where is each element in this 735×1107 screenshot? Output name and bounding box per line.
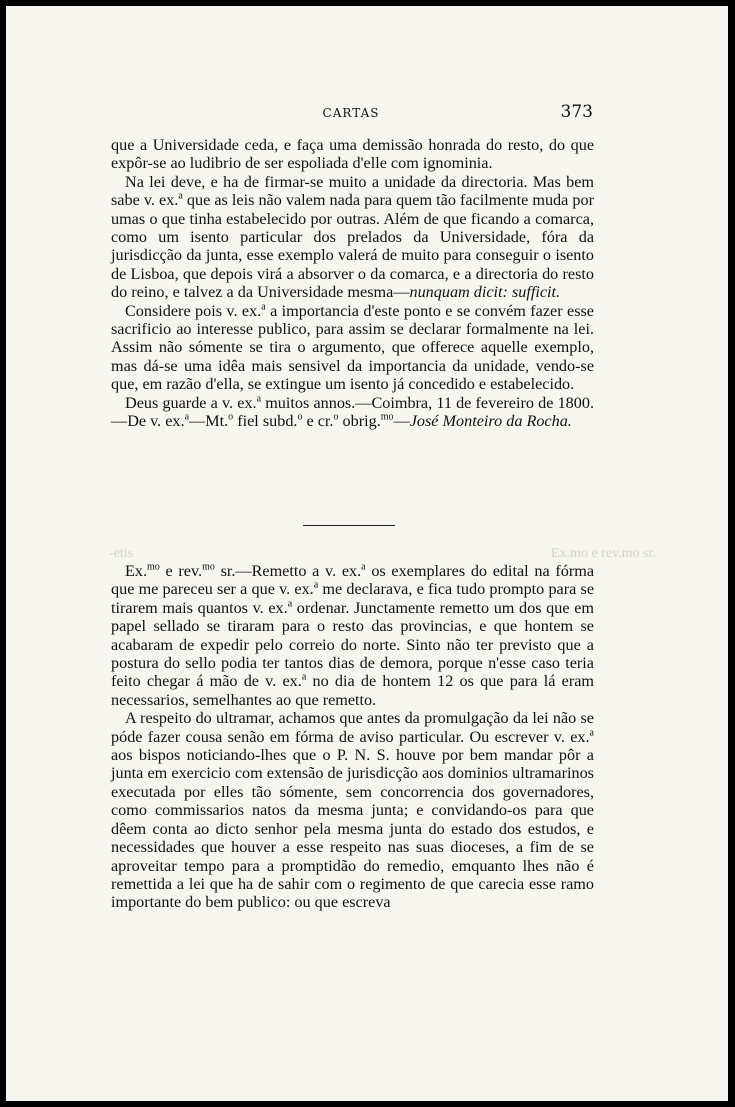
paragraph — [111, 709, 594, 911]
latin-quote: nunquam dicit: sufficit. — [409, 283, 561, 302]
superscript: mo — [147, 561, 160, 573]
text-line: que a Universidade ceda, e faça uma demissão honrada do resto, — [111, 136, 544, 154]
paragraph — [111, 173, 594, 302]
page-number: 373 — [560, 102, 593, 122]
text-run: a importancia d'este ponto e se convém fazer esse sacrificio ao interesse publico, para assim se declarar formalmente na lei. Assim não sómente se tira o argumento, que offerece aquelle exemplo, mas dá-se uma idêa mais sensivel da importancia da unidade, vendo-se que, em razão d'ella, se extingue um isento já concedido e estabelecido. — [111, 301, 594, 394]
text-run: —Mt. — [189, 412, 229, 431]
section-divider — [303, 525, 395, 526]
superscript: a — [256, 393, 262, 405]
text-run: os exemplares do edital na fórma que me pareceu ser a que v. ex. — [111, 562, 594, 599]
superscript: a — [313, 580, 319, 592]
superscript: a — [361, 561, 366, 573]
bleed-through-right: Ex.mo e rev.mo sr. — [551, 546, 656, 561]
superscript: a — [261, 301, 266, 313]
text-run: e rev. — [159, 562, 203, 580]
running-title: CARTAS — [322, 106, 380, 120]
paragraph — [111, 302, 594, 394]
superscript: a — [184, 411, 190, 423]
text-run: muitos annos.—Coimbra, 11 de fevereiro de 1800.—De v. ex. — [111, 393, 594, 431]
superscript: o — [228, 411, 234, 423]
text-run: obrig. — [338, 412, 381, 431]
text-run: fiel subd. — [233, 412, 298, 431]
paragraph-continuation — [111, 136, 594, 173]
superscript: a — [589, 727, 594, 739]
closing-paragraph — [111, 394, 594, 431]
text-run: me declarava, e fica tudo prompto para se tirarem mais quantos v. ex. — [111, 580, 594, 617]
text-run: ordenar. Junctamente remetto um dos que em papel sellado se tiraram para o resto das provincias, e que hontem se acabaram de expedir pelo correio do norte. Sinto não ter previsto que a postura do sello podia ter tantos dias de demora, porque n'esse caso teria feito chegar á mão de v. ex. — [111, 598, 594, 691]
text-run: Ex. — [125, 562, 148, 580]
superscript: a — [287, 598, 293, 610]
superscript: o — [333, 411, 339, 423]
superscript: o — [297, 411, 303, 423]
document-page — [6, 6, 728, 1101]
signature: José Monteiro da Rocha. — [409, 412, 572, 431]
text-run: no dia de hontem 12 os que para lá eram necessarios, semelhantes ao que remetto. — [111, 672, 595, 709]
text-run: Deus guarde a v. ex. — [125, 393, 257, 412]
text-run: aos bispos noticiando-lhes que o P. N. S. houve por bem mandar pôr a junta em exercicio com extensão de jurisdicção aos dominios ultramarinos executada por elles tão sómente, sem concorrencia dos governadores, como commissarios natos da mesma junta; e convidando-os para que dêem conta ao dicto senhor pela mesma junta do estado dos estudos, e necessidades que houver a esse respeito nas suas dioceses, a fim de se aproveitar tempo para a promptidão do remedio, emquanto lhes não é remettida a lei que ha de sahir com o regimento de que carecia esse ramo importante do bem publico: ou que escreva — [111, 746, 594, 912]
bleed-through-left: -etis — [109, 546, 134, 561]
text-run: Na lei deve, e ha de firmar-se muito a unidade da directoria. Mas bem sabe v. ex. — [111, 172, 594, 210]
superscript: a — [301, 672, 307, 684]
text-run: e cr. — [302, 412, 334, 431]
superscript: mo — [380, 411, 394, 423]
page-header — [109, 102, 593, 124]
salutation-paragraph — [111, 562, 594, 709]
superscript: mo — [202, 561, 215, 573]
text-run: Considere pois v. ex. — [125, 301, 262, 320]
letter-2-body — [111, 562, 594, 912]
text-run: que as leis não valem nada para quem tão facilmente muda por umas o que tinha estabelecido por outras. Além de que ficando a comarca, como um isento particular dos prelados da Universidade, fóra da jurisdicção da junta, esse exemplo valerá de muito para conseguir o isento de Lisboa, que depois virá a absorver o da comarca, e a directoria do resto do reino, e talvez a da Universidade mesma— — [111, 191, 594, 302]
text-run: A respeito do ultramar, achamos que antes da promulgação da lei não se póde fazer cousa senão em fórma de aviso particular. Ou escrever v. ex. — [111, 709, 594, 746]
text-run: sr.—Remetto a v. ex. — [214, 562, 362, 580]
letter-1-body — [111, 136, 594, 431]
superscript: a — [178, 190, 183, 202]
text-line: do que expôr-se ao ludibrio de ser espoliada d'elle com ignominia. — [111, 136, 595, 173]
text-run: — — [393, 412, 410, 431]
